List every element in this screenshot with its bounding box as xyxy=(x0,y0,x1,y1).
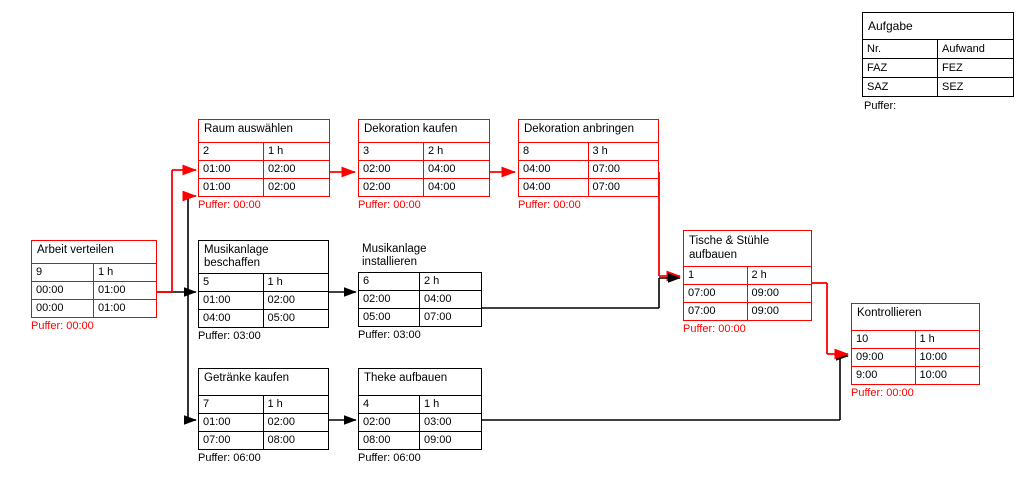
task-row-faz-fez xyxy=(519,161,658,179)
task-title: Getränke kaufen xyxy=(198,368,329,396)
task-nr: 1 xyxy=(684,267,748,284)
task-sez: 07:00 xyxy=(592,181,621,193)
task-grid xyxy=(198,274,329,328)
legend-nr-label: Nr. xyxy=(863,40,938,58)
task-aufwand: 2 h xyxy=(751,269,767,281)
task-aufwand: 3 h xyxy=(592,145,608,157)
task-node-dekoration-kaufen[interactable] xyxy=(358,119,490,212)
legend-grid xyxy=(862,40,1014,97)
task-nr: 2 xyxy=(199,143,264,160)
task-row-nr-aufwand xyxy=(199,274,328,292)
task-node-musikanlage-installieren[interactable] xyxy=(358,240,482,342)
task-row-nr-aufwand xyxy=(199,143,329,161)
legend-fez-label: FEZ xyxy=(942,62,963,74)
task-fez: 03:00 xyxy=(424,416,452,428)
task-sez: 01:00 xyxy=(98,302,126,314)
task-nr: 3 xyxy=(359,143,424,160)
task-saz: 04:00 xyxy=(199,310,264,327)
task-title: Theke aufbauen xyxy=(358,368,482,396)
task-row-saz-sez xyxy=(199,179,329,196)
task-fez: 01:00 xyxy=(98,284,126,296)
task-nr: 10 xyxy=(852,331,916,348)
task-aufwand: 2 h xyxy=(428,145,444,157)
task-faz: 07:00 xyxy=(684,285,748,302)
task-fez: 02:00 xyxy=(267,416,296,428)
task-faz: 02:00 xyxy=(359,161,424,178)
task-fez: 04:00 xyxy=(428,163,456,175)
task-grid xyxy=(358,272,482,327)
task-row-faz-fez xyxy=(852,349,979,367)
task-title: Musikanlage installieren xyxy=(358,240,482,272)
task-sez: 07:00 xyxy=(424,311,452,323)
task-nr: 8 xyxy=(519,143,589,160)
task-faz: 02:00 xyxy=(359,291,420,308)
task-row-faz-fez xyxy=(199,292,328,310)
task-sez: 05:00 xyxy=(267,312,296,324)
task-row-nr-aufwand xyxy=(684,267,811,285)
task-nr: 9 xyxy=(32,264,94,281)
task-aufwand: 1 h xyxy=(98,266,114,278)
task-puffer: Puffer: 00:00 xyxy=(851,387,914,399)
task-row-nr-aufwand xyxy=(199,396,328,414)
task-row-saz-sez xyxy=(852,367,979,384)
task-nr: 5 xyxy=(199,274,264,291)
task-aufwand: 1 h xyxy=(267,276,283,288)
task-node-arbeit-verteilen[interactable] xyxy=(31,240,157,333)
task-row-faz-fez xyxy=(684,285,811,303)
task-faz: 09:00 xyxy=(852,349,916,366)
task-faz: 01:00 xyxy=(199,414,264,431)
task-puffer: Puffer: 06:00 xyxy=(198,452,261,464)
task-nr: 6 xyxy=(359,273,420,290)
task-node-tische-stuehle-aufbauen[interactable] xyxy=(683,230,812,336)
task-title: Dekoration anbringen xyxy=(518,119,659,143)
task-title: Raum auswählen xyxy=(198,119,330,143)
task-row-saz-sez xyxy=(199,432,328,449)
task-row-faz-fez xyxy=(359,161,489,179)
task-row-saz-sez xyxy=(684,303,811,320)
task-title: Dekoration kaufen xyxy=(358,119,490,143)
task-puffer: Puffer: 03:00 xyxy=(198,330,261,342)
task-sez: 09:00 xyxy=(424,434,452,446)
task-aufwand: 1 h xyxy=(268,145,284,157)
task-faz: 02:00 xyxy=(359,414,420,431)
legend-row xyxy=(863,78,1013,96)
task-fez: 02:00 xyxy=(267,294,296,306)
task-puffer: Puffer: 03:00 xyxy=(358,329,421,341)
task-sez: 04:00 xyxy=(428,181,456,193)
legend-puffer-label: Puffer: xyxy=(864,100,897,112)
task-node-raum-auswaehlen[interactable] xyxy=(198,119,330,212)
task-grid xyxy=(198,396,329,450)
task-grid xyxy=(31,264,157,318)
task-faz: 01:00 xyxy=(199,292,264,309)
task-saz: 02:00 xyxy=(359,179,424,196)
task-row-faz-fez xyxy=(359,414,481,432)
task-fez: 07:00 xyxy=(592,163,621,175)
task-title: Kontrollieren xyxy=(851,303,980,331)
task-fez: 10:00 xyxy=(919,351,948,363)
legend-saz-label: SAZ xyxy=(863,78,938,96)
task-sez: 08:00 xyxy=(267,434,296,446)
task-grid xyxy=(358,143,490,197)
task-grid xyxy=(683,267,812,321)
task-saz: 04:00 xyxy=(519,179,589,196)
task-node-getraenke-kaufen[interactable] xyxy=(198,368,329,465)
task-node-musikanlage-beschaffen[interactable] xyxy=(198,240,329,343)
task-node-dekoration-anbringen[interactable] xyxy=(518,119,659,212)
task-row-saz-sez xyxy=(359,179,489,196)
task-row-nr-aufwand xyxy=(852,331,979,349)
task-grid xyxy=(518,143,659,197)
task-nr: 7 xyxy=(199,396,264,413)
task-aufwand: 2 h xyxy=(424,275,440,287)
task-sez: 02:00 xyxy=(268,181,296,193)
task-saz: 9:00 xyxy=(852,367,916,384)
task-sez: 09:00 xyxy=(751,305,780,317)
task-row-faz-fez xyxy=(359,291,481,309)
task-row-saz-sez xyxy=(359,309,481,326)
task-row-saz-sez xyxy=(359,432,481,449)
task-fez: 09:00 xyxy=(751,287,780,299)
task-saz: 08:00 xyxy=(359,432,420,449)
task-nr: 4 xyxy=(359,396,420,413)
task-faz: 01:00 xyxy=(199,161,264,178)
task-row-nr-aufwand xyxy=(519,143,658,161)
task-title: Arbeit verteilen xyxy=(31,240,157,264)
legend-faz-label: FAZ xyxy=(863,59,938,77)
task-grid xyxy=(358,396,482,450)
task-grid xyxy=(851,331,980,385)
task-row-nr-aufwand xyxy=(359,396,481,414)
task-grid xyxy=(198,143,330,197)
task-saz: 00:00 xyxy=(32,300,94,317)
task-title: Tische & Stühle aufbauen xyxy=(683,230,812,267)
task-row-saz-sez xyxy=(519,179,658,196)
task-aufwand: 1 h xyxy=(267,398,283,410)
task-puffer: Puffer: 06:00 xyxy=(358,452,421,464)
task-puffer: Puffer: 00:00 xyxy=(31,320,94,332)
task-aufwand: 1 h xyxy=(424,398,440,410)
task-saz: 01:00 xyxy=(199,179,264,196)
legend-sez-label: SEZ xyxy=(942,81,964,93)
task-row-nr-aufwand xyxy=(32,264,156,282)
task-faz: 00:00 xyxy=(32,282,94,299)
task-aufwand: 1 h xyxy=(919,333,935,345)
legend-row xyxy=(863,40,1013,59)
task-node-theke-aufbauen[interactable] xyxy=(358,368,482,465)
task-puffer: Puffer: 00:00 xyxy=(518,199,581,211)
task-fez: 02:00 xyxy=(268,163,296,175)
task-saz: 07:00 xyxy=(684,303,748,320)
task-node-kontrollieren[interactable] xyxy=(851,303,980,400)
task-row-nr-aufwand xyxy=(359,273,481,291)
task-puffer: Puffer: 00:00 xyxy=(683,323,746,335)
task-sez: 10:00 xyxy=(919,369,948,381)
task-faz: 04:00 xyxy=(519,161,589,178)
task-row-saz-sez xyxy=(32,300,156,317)
legend-aufwand-label: Aufwand xyxy=(942,43,985,55)
task-saz: 07:00 xyxy=(199,432,264,449)
task-puffer: Puffer: 00:00 xyxy=(198,199,261,211)
task-row-faz-fez xyxy=(199,414,328,432)
legend-title: Aufgabe xyxy=(862,12,1014,40)
legend-box xyxy=(862,12,1014,112)
task-row-nr-aufwand xyxy=(359,143,489,161)
task-row-faz-fez xyxy=(199,161,329,179)
task-fez: 04:00 xyxy=(424,293,452,305)
task-row-faz-fez xyxy=(32,282,156,300)
legend-row xyxy=(863,59,1013,78)
task-row-saz-sez xyxy=(199,310,328,327)
task-saz: 05:00 xyxy=(359,309,420,326)
task-puffer: Puffer: 00:00 xyxy=(358,199,421,211)
task-title: Musikanlage beschaffen xyxy=(198,240,329,274)
